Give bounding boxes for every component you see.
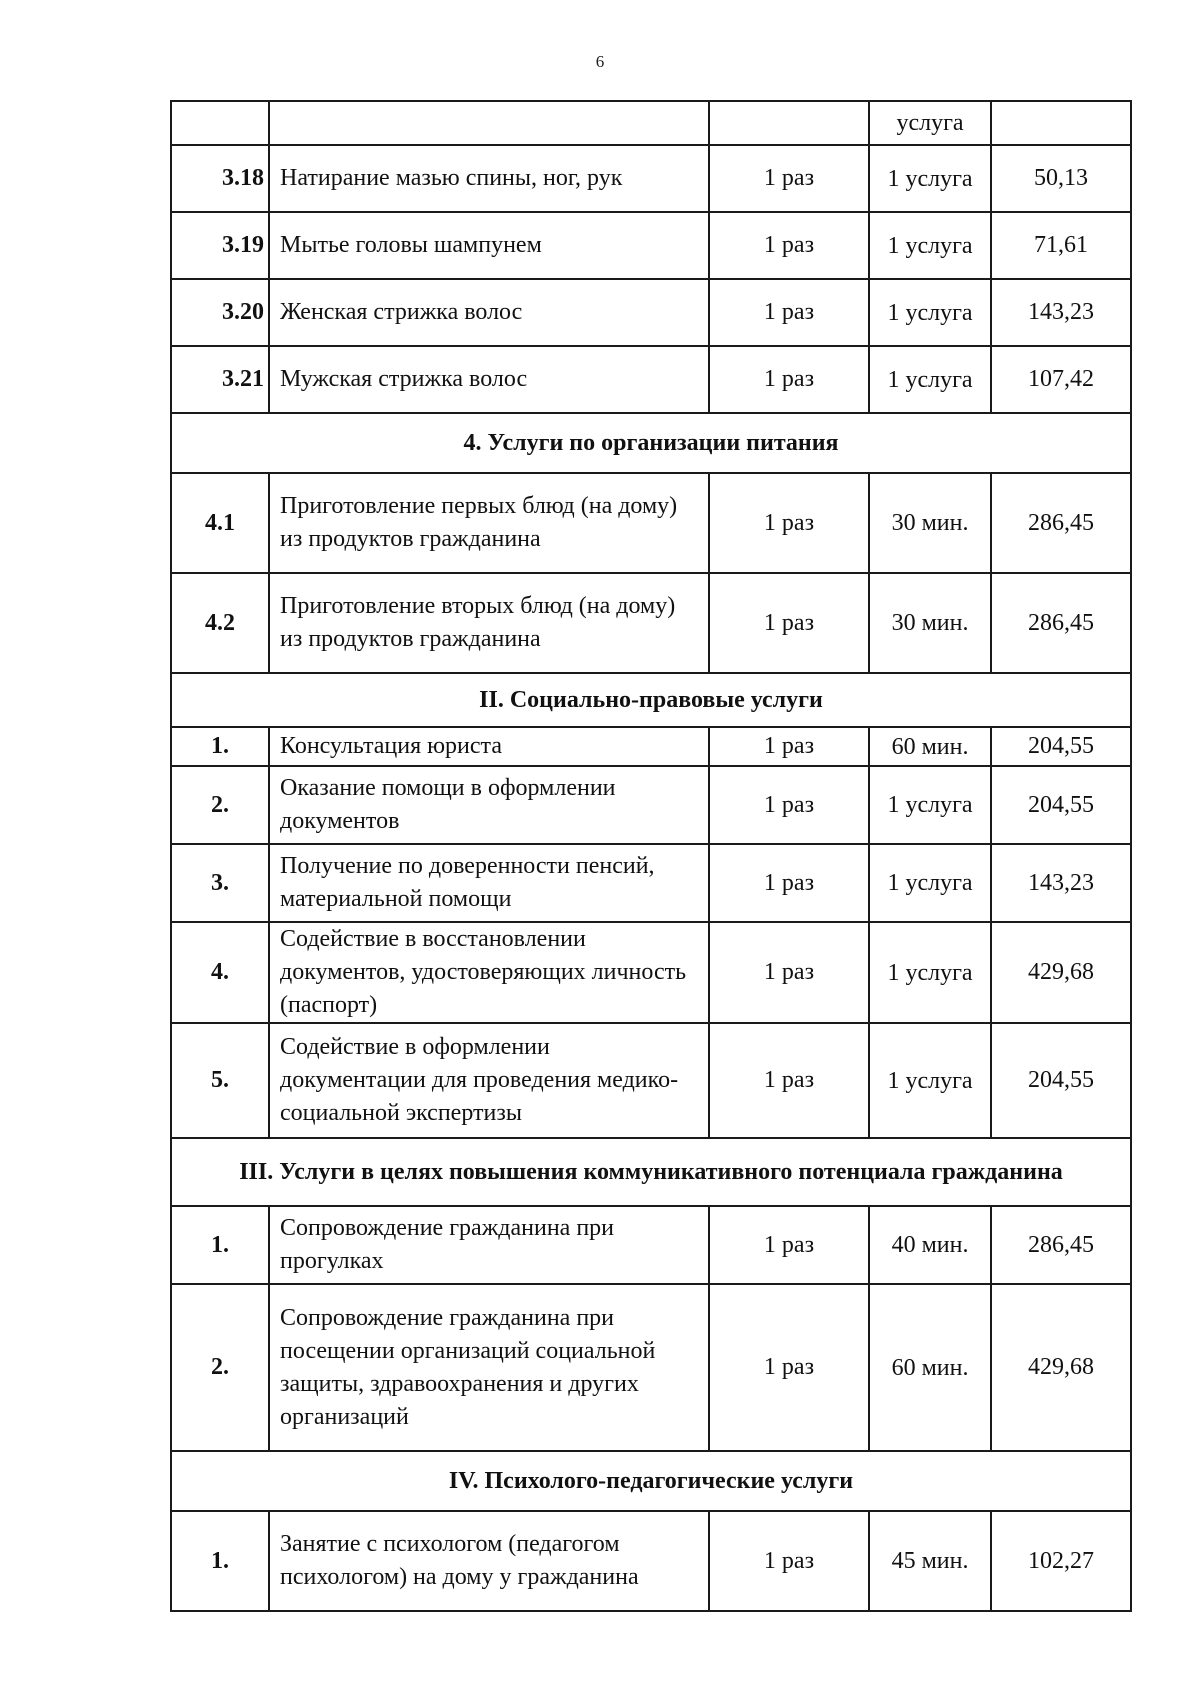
service-name: Получение по доверенности пенсий, материальной помощи (269, 844, 709, 922)
row-number: 1. (171, 1206, 269, 1284)
service-frequency: 1 раз (709, 212, 869, 279)
service-name: Сопровождение гражданина при посещении организаций социальной защиты, здравоохранения и других организаций (269, 1284, 709, 1451)
section-header-row (171, 1138, 1131, 1206)
service-frequency: 1 раз (709, 346, 869, 413)
service-price: 107,42 (991, 346, 1131, 413)
service-frequency: 1 раз (709, 279, 869, 346)
row-number: 2. (171, 766, 269, 844)
service-price: 286,45 (991, 1206, 1131, 1284)
section-title-4: 4. Услуги по организации питания (171, 413, 1131, 473)
service-name: Сопровождение гражданина при прогулках (269, 1206, 709, 1284)
service-frequency (709, 101, 869, 145)
row-number: 3.18 (171, 145, 269, 212)
table-row (171, 473, 1131, 573)
service-unit: 1 услуга (869, 766, 991, 844)
service-name: Оказание помощи в оформлении документов (269, 766, 709, 844)
service-price: 429,68 (991, 1284, 1131, 1451)
service-frequency: 1 раз (709, 573, 869, 673)
service-unit: 1 услуга (869, 1023, 991, 1138)
service-price: 286,45 (991, 473, 1131, 573)
table-row (171, 844, 1131, 922)
row-number: 1. (171, 1511, 269, 1611)
service-price: 143,23 (991, 279, 1131, 346)
service-unit: услуга (869, 101, 991, 145)
table-row (171, 573, 1131, 673)
service-name: Натирание мазью спины, ног, рук (269, 145, 709, 212)
service-name: Мытье головы шампунем (269, 212, 709, 279)
section-title-II: II. Социально-правовые услуги (171, 673, 1131, 727)
service-name: Консультация юриста (269, 727, 709, 766)
row-number: 4.1 (171, 473, 269, 573)
service-frequency: 1 раз (709, 1511, 869, 1611)
table-row (171, 1284, 1131, 1451)
table-row (171, 922, 1131, 1023)
service-price: 143,23 (991, 844, 1131, 922)
row-number: 2. (171, 1284, 269, 1451)
service-frequency: 1 раз (709, 473, 869, 573)
service-frequency: 1 раз (709, 844, 869, 922)
service-name (269, 101, 709, 145)
table-row (171, 1206, 1131, 1284)
service-frequency: 1 раз (709, 922, 869, 1023)
service-frequency: 1 раз (709, 1023, 869, 1138)
table-row (171, 766, 1131, 844)
table-row (171, 727, 1131, 766)
table-row (171, 145, 1131, 212)
service-unit: 60 мин. (869, 1284, 991, 1451)
section-header-row (171, 413, 1131, 473)
page-number: 6 (595, 52, 605, 71)
row-number: 4. (171, 922, 269, 1023)
service-frequency: 1 раз (709, 1206, 869, 1284)
service-price: 204,55 (991, 727, 1131, 766)
table-row (171, 279, 1131, 346)
service-name: Женская стрижка волос (269, 279, 709, 346)
row-number: 1. (171, 727, 269, 766)
service-unit: 1 услуга (869, 922, 991, 1023)
table-row-continuation (171, 101, 1131, 145)
service-name: Содействие в оформлении документации для проведения медико-социальной экспертизы (269, 1023, 709, 1138)
service-price: 102,27 (991, 1511, 1131, 1611)
service-unit: 1 услуга (869, 212, 991, 279)
service-unit: 30 мин. (869, 573, 991, 673)
service-unit: 1 услуга (869, 844, 991, 922)
row-number: 3.19 (171, 212, 269, 279)
service-price: 204,55 (991, 766, 1131, 844)
service-name: Приготовление первых блюд (на дому) из продуктов гражданина (269, 473, 709, 573)
table-row (171, 1511, 1131, 1611)
service-price: 286,45 (991, 573, 1131, 673)
section-header-row (171, 673, 1131, 727)
service-price: 71,61 (991, 212, 1131, 279)
service-frequency: 1 раз (709, 1284, 869, 1451)
service-frequency: 1 раз (709, 727, 869, 766)
service-price: 204,55 (991, 1023, 1131, 1138)
service-name: Приготовление вторых блюд (на дому) из продуктов гражданина (269, 573, 709, 673)
table-row (171, 346, 1131, 413)
section-header-row (171, 1451, 1131, 1511)
row-number: 3. (171, 844, 269, 922)
service-name: Мужская стрижка волос (269, 346, 709, 413)
service-price (991, 101, 1131, 145)
service-name: Содействие в восстановлении документов, удостоверяющих личность (паспорт) (269, 922, 709, 1023)
section-title-IV: IV. Психолого-педагогические услуги (171, 1451, 1131, 1511)
row-number: 5. (171, 1023, 269, 1138)
service-unit: 1 услуга (869, 279, 991, 346)
row-number: 4.2 (171, 573, 269, 673)
table-row (171, 1023, 1131, 1138)
service-unit: 45 мин. (869, 1511, 991, 1611)
table-row (171, 212, 1131, 279)
service-frequency: 1 раз (709, 145, 869, 212)
row-number (171, 101, 269, 145)
services-price-table (170, 100, 1132, 1612)
service-unit: 30 мин. (869, 473, 991, 573)
service-frequency: 1 раз (709, 766, 869, 844)
row-number: 3.20 (171, 279, 269, 346)
service-unit: 1 услуга (869, 145, 991, 212)
row-number: 3.21 (171, 346, 269, 413)
service-price: 429,68 (991, 922, 1131, 1023)
section-title-III: III. Услуги в целях повышения коммуникативного потенциала гражданина (171, 1138, 1131, 1206)
service-unit: 1 услуга (869, 346, 991, 413)
service-unit: 60 мин. (869, 727, 991, 766)
service-price: 50,13 (991, 145, 1131, 212)
service-unit: 40 мин. (869, 1206, 991, 1284)
service-name: Занятие с психологом (педагогом психологом) на дому у гражданина (269, 1511, 709, 1611)
